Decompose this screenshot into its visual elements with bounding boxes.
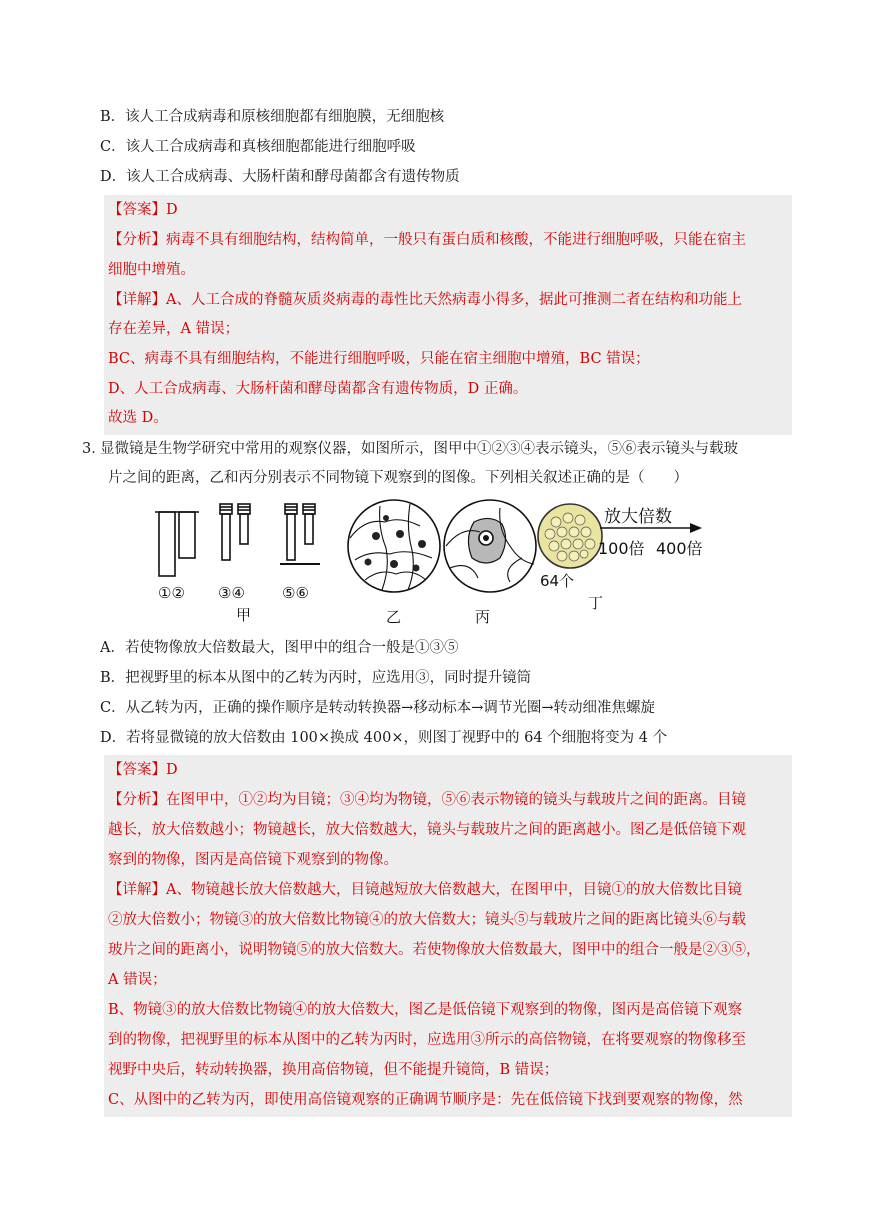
label-12: ①② xyxy=(158,584,185,602)
question-3-stem-line2: 片之间的距离，乙和丙分别表示不同物镜下观察到的图像。下列相关叙述正确的是（ ） xyxy=(108,470,688,486)
mag-400-label: 400倍 xyxy=(656,539,703,558)
detail-q3-line2: ②放大倍数小；物镜③的放大倍数比物镜④的放大倍数大；镜头⑤与载玻片之间的距离比镜头⑥与载 xyxy=(108,912,746,928)
microscope-figure xyxy=(150,498,720,626)
option-d-q3: D．若将显微镜的放大倍数由 100×换成 400×，则图丁视野中的 64 个细胞将变为 4 个 xyxy=(100,730,668,746)
detail-q3-line5: B、物镜③的放大倍数比物镜④的放大倍数大，图乙是低倍镜下观察到的物像，图丙是高倍镜下观察 xyxy=(108,1002,743,1018)
detail-q2-line4: D、人工合成病毒、大肠杆菌和酵母菌都含有遗传物质，D 正确。 xyxy=(108,381,528,397)
detail-q3-line1: 【详解】A、物镜越长放大倍数越大，目镜越短放大倍数越大，在图甲中，目镜①的放大倍数比目镜 xyxy=(108,882,742,898)
answer-q2: 【答案】D xyxy=(108,202,178,218)
analysis-q2-line1: 【分析】病毒不具有细胞结构，结构简单，一般只有蛋白质和核酸，不能进行细胞呼吸，只能在宿主 xyxy=(108,232,746,248)
magnify-title: 放大倍数 xyxy=(604,507,672,527)
option-b-q2: B．该人工合成病毒和原核细胞都有细胞膜，无细胞核 xyxy=(100,109,445,125)
label-ding: 丁 xyxy=(588,594,604,612)
mag-100-label: 100倍 xyxy=(598,539,645,558)
high-power-view xyxy=(444,500,536,592)
option-c-q3: C．从乙转为丙，正确的操作顺序是转动转换器→移动标本→调节光圈→转动细准焦螺旋 xyxy=(100,700,656,716)
cells-count-label: 64个 xyxy=(540,572,575,590)
label-jia: 甲 xyxy=(236,606,252,624)
analysis-q3-line3: 察到的物像，图丙是高倍镜下观察到的物像。 xyxy=(108,852,398,868)
question-3-number: 3． xyxy=(82,441,106,457)
label-yi: 乙 xyxy=(386,608,402,626)
analysis-q3-line2: 越长，放大倍数越小；物镜越长，放大倍数越大，镜头与载玻片之间的距离越小。图乙是低倍镜下观 xyxy=(108,822,746,838)
detail-q2-line5: 故选 D。 xyxy=(108,410,168,426)
detail-q3-line4: A 错误； xyxy=(108,972,167,988)
detail-q2-line1: 【详解】A、人工合成的脊髓灰质炎病毒的毒性比天然病毒小得多，据此可推测二者在结构和功能上 xyxy=(108,292,742,308)
detail-q3-line7: 视野中央后，转动转换器，换用高倍物镜，但不能提升镜筒，B 错误； xyxy=(108,1062,559,1078)
label-56: ⑤⑥ xyxy=(282,584,309,602)
analysis-q3-line1: 【分析】在图甲中，①②均为目镜；③④均为物镜，⑤⑥表示物镜的镜头与载玻片之间的距离。目镜 xyxy=(108,792,746,808)
low-power-view xyxy=(348,500,440,592)
detail-q2-line3: BC、病毒不具有细胞结构，不能进行细胞呼吸，只能在宿主细胞中增殖，BC 错误； xyxy=(108,351,650,367)
detail-q3-line8: C、从图中的乙转为丙，即使用高倍镜观察的正确调节顺序是：先在低倍镜下找到要观察的物像，然 xyxy=(108,1092,743,1108)
detail-q3-line6: 到的物像，把视野里的标本从图中的乙转为丙时，应选用③所示的高倍物镜，在将要观察的物像移至 xyxy=(108,1032,746,1048)
objective-3 xyxy=(220,504,232,560)
option-b-q3: B．把视野里的标本从图中的乙转为丙时，应选用③，同时提升镜筒 xyxy=(100,670,532,686)
label-bing: 丙 xyxy=(475,608,491,626)
option-c-q2: C．该人工合成病毒和真核细胞都能进行细胞呼吸 xyxy=(100,139,416,155)
detail-q2-line2: 存在差异，A 错误； xyxy=(108,321,240,337)
objective-4 xyxy=(238,504,250,544)
eyepiece-1 xyxy=(159,512,175,576)
eyepiece-2 xyxy=(179,512,195,558)
option-d-q2: D．该人工合成病毒、大肠杆菌和酵母菌都含有遗传物质 xyxy=(100,169,460,185)
detail-q3-line3: 玻片之间的距离小，说明物镜⑤的放大倍数大。若使物像放大倍数最大，图甲中的组合一般是②③⑤， xyxy=(108,942,761,958)
cell-field-view xyxy=(538,504,602,568)
option-a-q3: A．若使物像放大倍数最大，图甲中的组合一般是①③⑤ xyxy=(100,640,459,656)
analysis-q2-line2: 细胞中增殖。 xyxy=(108,262,195,278)
objective-6 xyxy=(303,504,315,544)
label-34: ③④ xyxy=(218,584,245,602)
objective-5 xyxy=(285,504,297,560)
answer-q3: 【答案】D xyxy=(108,762,178,778)
question-3-stem-line1: 显微镜是生物学研究中常用的观察仪器，如图所示，图甲中①②③④表示镜头，⑤⑥表示镜头与载玻 xyxy=(100,441,738,457)
